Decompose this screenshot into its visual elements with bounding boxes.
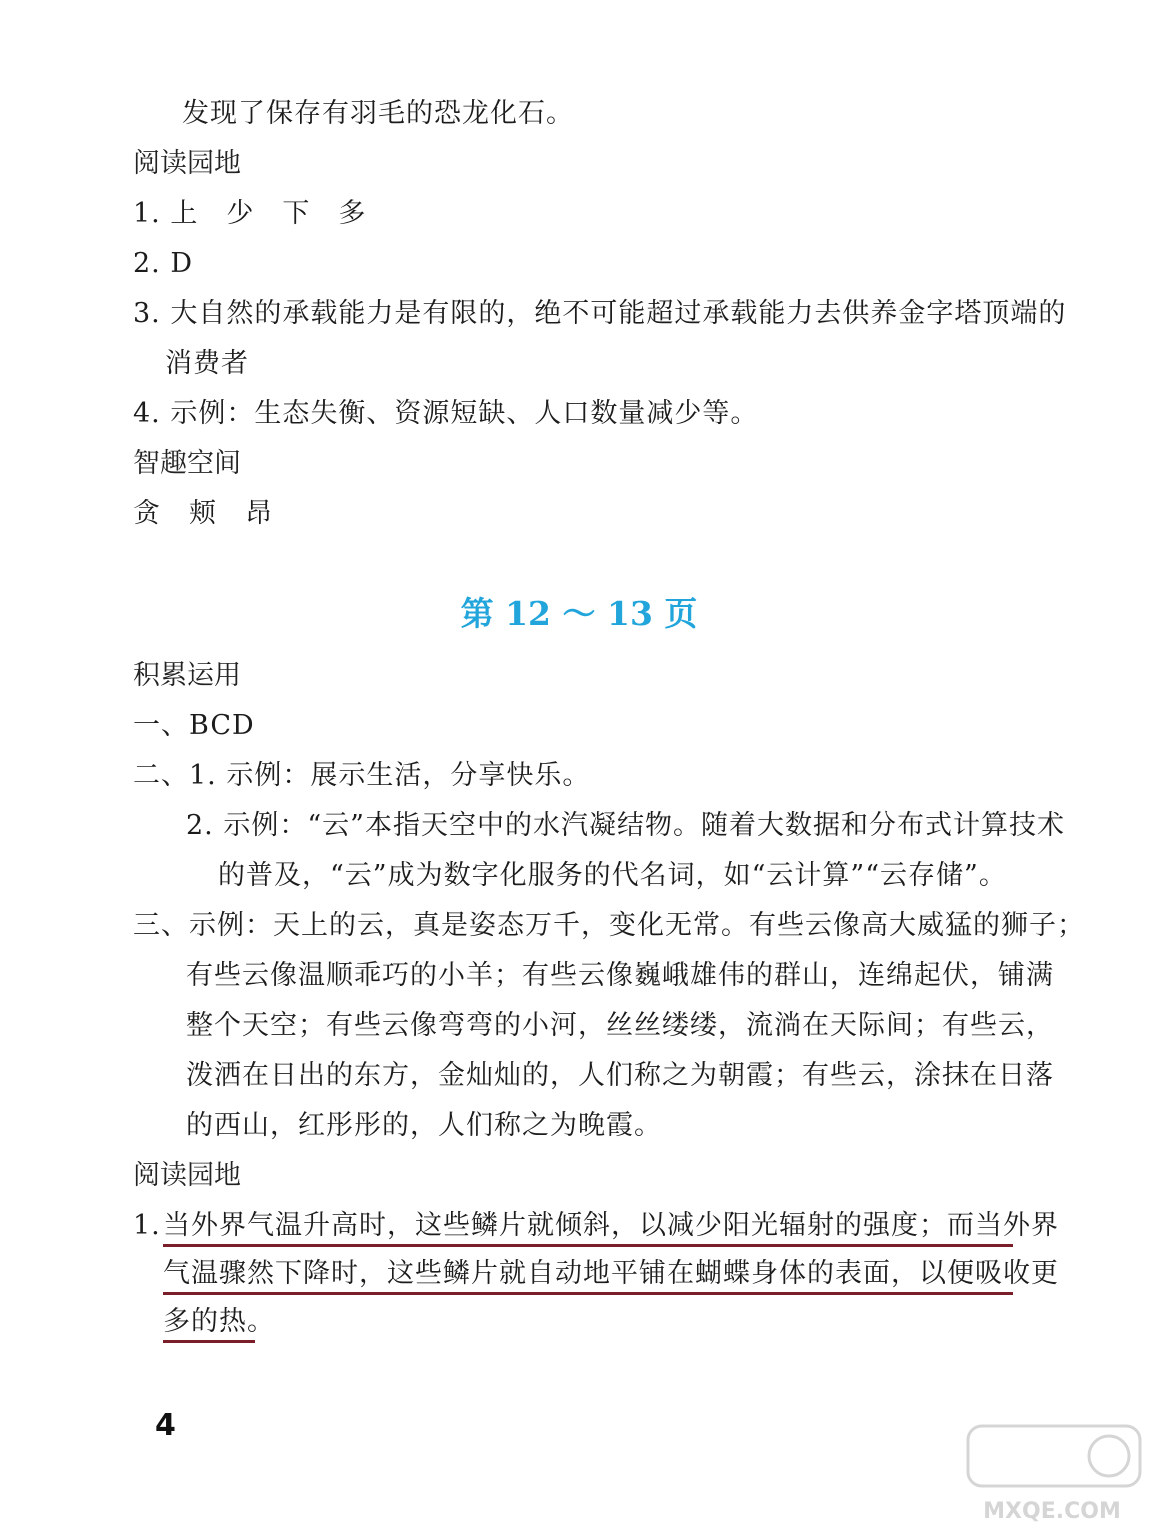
underline-mark bbox=[163, 1292, 1013, 1295]
section-heading-reading: 阅读园地 bbox=[133, 148, 241, 179]
section-heading-reading: 阅读园地 bbox=[133, 1160, 241, 1191]
answer-item-continued: 的西山，红彤彤的，人们称之为晚霞。 bbox=[186, 1110, 662, 1141]
underline-mark bbox=[163, 1340, 255, 1343]
answer-number: 1. bbox=[133, 1210, 161, 1241]
underlined-answer-line: 气温骤然下降时，这些鳞片就自动地平铺在蝴蝶身体的表面，以便吸收更 bbox=[163, 1258, 1059, 1289]
page-range-title: 第 12 ～ 13 页 bbox=[460, 594, 698, 633]
underline-mark bbox=[163, 1244, 1013, 1247]
answer-item-continued: 整个天空；有些云像弯弯的小河，丝丝缕缕，流淌在天际间；有些云， bbox=[186, 1010, 1054, 1041]
answer-item: 4. 示例：生态失衡、资源短缺、人口数量减少等。 bbox=[133, 398, 759, 429]
answer-item-continued: 有些云像温顺乖巧的小羊；有些云像巍峨雄伟的群山，连绵起伏，铺满 bbox=[186, 960, 1054, 991]
page-number: 4 bbox=[155, 1408, 176, 1443]
section-heading-fun: 智趣空间 bbox=[133, 448, 241, 479]
answer-item-continued: 的普及，“云”成为数字化服务的代名词，如“云计算”“云存储”。 bbox=[218, 860, 1007, 891]
answer-item: 2. 示例：“云”本指天空中的水汽凝结物。随着大数据和分布式计算技术 bbox=[186, 810, 1065, 841]
watermark-text: MXQE.COM bbox=[983, 1499, 1121, 1524]
answer-item: 一、BCD bbox=[133, 710, 255, 741]
answer-item: 2. D bbox=[133, 248, 193, 279]
answer-item: 贪 颊 昂 bbox=[133, 498, 273, 529]
answer-item-continued: 消费者 bbox=[165, 348, 249, 379]
underlined-answer-line: 当外界气温升高时，这些鳞片就倾斜，以减少阳光辐射的强度；而当外界 bbox=[163, 1210, 1059, 1241]
section-heading-accumulate: 积累运用 bbox=[133, 660, 241, 691]
text-line: 发现了保存有羽毛的恐龙化石。 bbox=[182, 98, 574, 129]
answer-item: 二、1. 示例：展示生活，分享快乐。 bbox=[133, 760, 591, 791]
underlined-answer-line: 多的热。 bbox=[163, 1306, 275, 1337]
answer-item-continued: 泼洒在日出的东方，金灿灿的，人们称之为朝霞；有些云，涂抹在日落 bbox=[186, 1060, 1054, 1091]
answer-item: 三、示例：天上的云，真是姿态万千，变化无常。有些云像高大威猛的狮子； bbox=[133, 910, 1085, 941]
answer-item: 3. 大自然的承载能力是有限的，绝不可能超过承载能力去供养金字塔顶端的 bbox=[133, 298, 1067, 329]
watermark-logo bbox=[964, 1420, 1144, 1524]
answer-item: 1. 上 少 下 多 bbox=[133, 198, 367, 229]
